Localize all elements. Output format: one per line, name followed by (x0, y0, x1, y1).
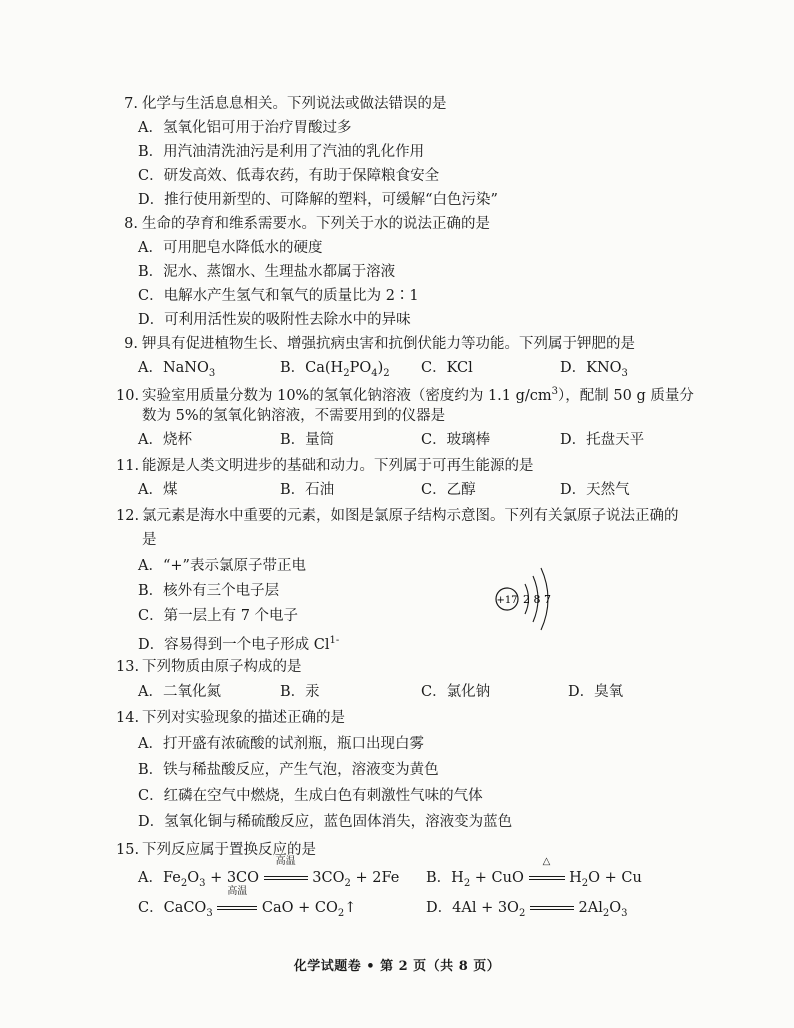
q9-option-b: B．$Ca(H_2PO_4)_2$ (280, 360, 390, 379)
q8-option-a: A．可用肥皂水降低水的硬度 (138, 240, 323, 256)
q11-option-d: D．天然气 (560, 482, 630, 498)
q15-option-c: C．CaCO$_3$ 高温 CaO + $CO_2↑$ (138, 886, 357, 919)
q10-option-a: A．烧杯 (138, 432, 192, 448)
q12-option-d: D．容易得到一个电子形成 $Cl^{1-}$ (138, 635, 340, 653)
reaction-arrow-high-temp: 高温 (264, 868, 308, 888)
q8-option-d: D．可利用活性炭的吸附性去除水中的异味 (138, 312, 411, 328)
nucleus-charge: +17 (496, 595, 518, 606)
question-8-stem: 8. 生命的孕育和维系需要水。下列关于水的说法正确的是 (124, 216, 490, 232)
question-14-stem: 14. 下列对实验现象的描述正确的是 (116, 710, 345, 726)
q14-option-d: D．氢氧化铜与稀硫酸反应，蓝色固体消失，溶液变为蓝色 (138, 814, 513, 830)
q12-option-c: C．第一层上有 7 个电子 (138, 608, 299, 624)
q8-option-c: C．电解水产生氢气和氧气的质量比为 2∶1 (138, 288, 419, 304)
reaction-arrow-heat: △ (529, 868, 565, 888)
question-10-stem: 10. 实验室用质量分数为 10%的氢氧化钠溶液（密度约为 1.1 $g/cm^3$），配制 50 g 质量分 (116, 386, 694, 404)
q13-option-a: A．二氧化氮 (138, 684, 221, 700)
q11-option-a: A．煤 (138, 482, 178, 498)
question-12-stem: 12. 氯元素是海水中重要的元素，如图是氯原子结构示意图。下列有关氯原子说法正确的 (116, 508, 679, 524)
page-footer: 化学试题卷 • 第 2 页（共 8 页） (293, 959, 501, 974)
q9-option-c: C．KCl (421, 360, 473, 376)
chlorine-atom-diagram (494, 566, 564, 652)
question-15-stem: 15. 下列反应属于置换反应的是 (116, 842, 316, 858)
q7-option-a: A．氢氧化铝可用于治疗胃酸过多 (138, 120, 352, 136)
q15-option-b: B．$H_2$ + CuO △ $H_2O + Cu$ (426, 856, 642, 889)
question-11-stem: 11. 能源是人类文明进步的基础和动力。下列属于可再生能源的是 (116, 458, 534, 474)
q11-option-c: C．乙醇 (421, 482, 476, 498)
q9-option-d: D．$KNO_3$ (560, 360, 628, 379)
q10-option-d: D．托盘天平 (560, 432, 645, 448)
q15-option-d: D．$4Al + 3O_2$ $2Al_2O_3$ (426, 900, 628, 919)
q14-option-c: C．红磷在空气中燃烧，生成白色有刺激性气味的气体 (138, 788, 483, 804)
q7-option-c: C．研发高效、低毒农药，有助于保障粮食安全 (138, 168, 440, 184)
question-12-stem-cont: 是 (142, 532, 157, 548)
q14-option-b: B．铁与稀盐酸反应，产生气泡，溶液变为黄色 (138, 762, 439, 778)
shell-electron-counts: 2 8 7 (523, 593, 551, 606)
q10-option-b: B．量筒 (280, 432, 335, 448)
q14-option-a: A．打开盛有浓硫酸的试剂瓶，瓶口出现白雾 (138, 736, 424, 752)
q11-option-b: B．石油 (280, 482, 335, 498)
question-13-stem: 13. 下列物质由原子构成的是 (116, 659, 302, 675)
q13-option-b: B．汞 (280, 684, 320, 700)
q12-option-b: B．核外有三个电子层 (138, 583, 280, 599)
q7-option-b: B．用汽油清洗油污是利用了汽油的乳化作用 (138, 144, 425, 160)
question-9-stem: 9. 钾具有促进植物生长、增强抗病虫害和抗倒伏能力等功能。下列属于钾肥的是 (124, 336, 635, 352)
q13-option-d: D．臭氧 (568, 684, 624, 700)
q8-option-b: B．泥水、蒸馏水、生理盐水都属于溶液 (138, 264, 396, 280)
q12-option-a: A．“+”表示氯原子带正电 (138, 558, 306, 574)
reaction-arrow-high-temp-2: 高温 (217, 898, 257, 918)
q9-option-a: A．NaNO$_3$ (138, 360, 216, 379)
q7-option-d: D．推行使用新型的、可降解的塑料，可缓解“白色污染” (138, 192, 498, 208)
question-10-stem-cont: 数为 5%的氢氧化钠溶液，不需要用到的仪器是 (142, 408, 446, 424)
question-7-stem: 7. 化学与生活息息相关。下列说法或做法错误的是 (124, 96, 447, 112)
reaction-equals (530, 898, 574, 918)
q15-option-a: A．$Fe_2O_3 + 3CO$ 高温 $3CO_2 + 2Fe$ (138, 856, 400, 889)
q10-option-c: C．玻璃棒 (421, 432, 491, 448)
q13-option-c: C．氯化钠 (421, 684, 491, 700)
